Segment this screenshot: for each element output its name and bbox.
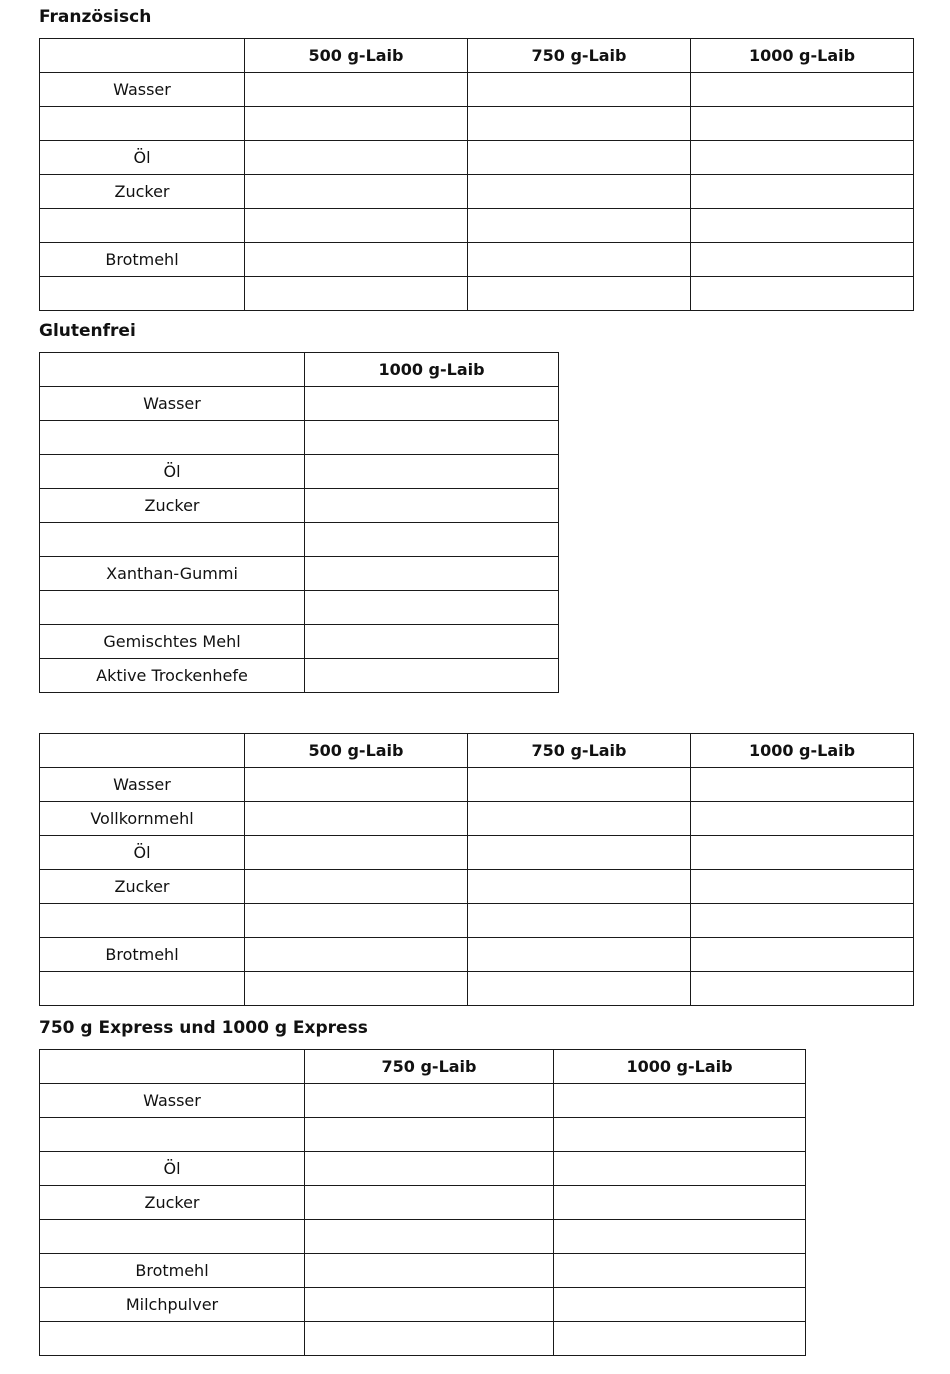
amount-cell xyxy=(305,659,559,693)
table-row xyxy=(40,73,914,107)
amount-cell xyxy=(245,209,468,243)
amount-cell xyxy=(468,836,691,870)
ingredient-label: Wasser xyxy=(40,768,245,802)
amount-cell xyxy=(468,175,691,209)
ingredient-label: Brotmehl xyxy=(40,938,245,972)
recipe-table-vollkorn xyxy=(39,733,914,1006)
ingredient-label: Xanthan-Gummi xyxy=(40,557,305,591)
table-row xyxy=(40,421,559,455)
amount-cell xyxy=(305,1322,554,1356)
amount-cell xyxy=(245,836,468,870)
ingredient-label: Zucker xyxy=(40,175,245,209)
section-title-express: 750 g Express und 1000 g Express xyxy=(39,1018,368,1038)
amount-cell xyxy=(245,141,468,175)
amount-cell xyxy=(468,73,691,107)
table-row xyxy=(40,175,914,209)
ingredient-label xyxy=(40,523,305,557)
section-title-glutenfrei: Glutenfrei xyxy=(39,321,136,341)
amount-cell xyxy=(305,1254,554,1288)
amount-cell xyxy=(468,141,691,175)
ingredient-label: Vollkornmehl xyxy=(40,802,245,836)
ingredient-label xyxy=(40,591,305,625)
amount-cell xyxy=(691,243,914,277)
table-header-row xyxy=(40,734,914,768)
table-row xyxy=(40,870,914,904)
amount-cell xyxy=(468,277,691,311)
amount-cell xyxy=(305,489,559,523)
ingredient-label: Brotmehl xyxy=(40,1254,305,1288)
amount-cell xyxy=(468,209,691,243)
table-row xyxy=(40,1220,806,1254)
table-row xyxy=(40,209,914,243)
amount-cell xyxy=(468,870,691,904)
amount-cell xyxy=(554,1186,806,1220)
amount-cell xyxy=(245,802,468,836)
header-cell-750g: 750 g-Laib xyxy=(305,1050,554,1084)
amount-cell xyxy=(245,175,468,209)
amount-cell xyxy=(554,1322,806,1356)
amount-cell xyxy=(691,836,914,870)
amount-cell xyxy=(691,175,914,209)
table-row xyxy=(40,972,914,1006)
amount-cell xyxy=(691,904,914,938)
table-header-row xyxy=(40,1050,806,1084)
ingredient-label: Wasser xyxy=(40,73,245,107)
amount-cell xyxy=(554,1152,806,1186)
ingredient-label xyxy=(40,421,305,455)
table-row xyxy=(40,1152,806,1186)
ingredient-label: Zucker xyxy=(40,870,245,904)
amount-cell xyxy=(305,625,559,659)
header-cell-1000g: 1000 g-Laib xyxy=(554,1050,806,1084)
header-cell-500g: 500 g-Laib xyxy=(245,39,468,73)
header-cell-1000g: 1000 g-Laib xyxy=(691,39,914,73)
table-row xyxy=(40,768,914,802)
ingredient-label xyxy=(40,277,245,311)
table-row xyxy=(40,455,559,489)
amount-cell xyxy=(245,107,468,141)
amount-cell xyxy=(691,768,914,802)
table-row xyxy=(40,523,559,557)
table-row xyxy=(40,243,914,277)
header-cell-ingredient xyxy=(40,1050,305,1084)
header-cell-750g: 750 g-Laib xyxy=(468,734,691,768)
amount-cell xyxy=(691,972,914,1006)
table-row xyxy=(40,489,559,523)
header-cell-ingredient xyxy=(40,734,245,768)
header-cell-ingredient xyxy=(40,39,245,73)
ingredient-label xyxy=(40,1322,305,1356)
header-cell-1000g: 1000 g-Laib xyxy=(691,734,914,768)
recipe-table-express xyxy=(39,1049,806,1356)
table-row xyxy=(40,1254,806,1288)
amount-cell xyxy=(691,73,914,107)
amount-cell xyxy=(245,73,468,107)
amount-cell xyxy=(305,387,559,421)
amount-cell xyxy=(691,938,914,972)
ingredient-label: Gemischtes Mehl xyxy=(40,625,305,659)
table-row xyxy=(40,107,914,141)
amount-cell xyxy=(554,1288,806,1322)
amount-cell xyxy=(305,557,559,591)
ingredient-label: Öl xyxy=(40,141,245,175)
table-row xyxy=(40,1288,806,1322)
ingredient-label xyxy=(40,904,245,938)
amount-cell xyxy=(468,802,691,836)
ingredient-label: Öl xyxy=(40,1152,305,1186)
ingredient-label: Zucker xyxy=(40,1186,305,1220)
amount-cell xyxy=(305,1186,554,1220)
table-row xyxy=(40,557,559,591)
ingredient-label: Aktive Trockenhefe xyxy=(40,659,305,693)
table-row xyxy=(40,904,914,938)
ingredient-label: Öl xyxy=(40,455,305,489)
table-row xyxy=(40,938,914,972)
amount-cell xyxy=(468,107,691,141)
table-header-row xyxy=(40,39,914,73)
amount-cell xyxy=(305,1118,554,1152)
amount-cell xyxy=(691,209,914,243)
table-row xyxy=(40,1084,806,1118)
table-row xyxy=(40,387,559,421)
header-cell-750g: 750 g-Laib xyxy=(468,39,691,73)
amount-cell xyxy=(305,1084,554,1118)
amount-cell xyxy=(305,455,559,489)
ingredient-label: Milchpulver xyxy=(40,1288,305,1322)
section-title-franzoesisch: Französisch xyxy=(39,7,152,27)
table-row xyxy=(40,141,914,175)
amount-cell xyxy=(305,1288,554,1322)
amount-cell xyxy=(245,904,468,938)
amount-cell xyxy=(554,1254,806,1288)
amount-cell xyxy=(554,1084,806,1118)
table-row xyxy=(40,277,914,311)
amount-cell xyxy=(245,938,468,972)
table-row xyxy=(40,1322,806,1356)
ingredient-label xyxy=(40,1118,305,1152)
table-row xyxy=(40,802,914,836)
amount-cell xyxy=(305,1220,554,1254)
header-cell-500g: 500 g-Laib xyxy=(245,734,468,768)
amount-cell xyxy=(305,523,559,557)
amount-cell xyxy=(245,243,468,277)
amount-cell xyxy=(305,1152,554,1186)
amount-cell xyxy=(245,870,468,904)
ingredient-label: Öl xyxy=(40,836,245,870)
ingredient-label: Wasser xyxy=(40,1084,305,1118)
amount-cell xyxy=(554,1220,806,1254)
amount-cell xyxy=(305,591,559,625)
table-row xyxy=(40,591,559,625)
table-header-row xyxy=(40,353,559,387)
header-cell-ingredient xyxy=(40,353,305,387)
recipe-table-glutenfrei xyxy=(39,352,559,693)
amount-cell xyxy=(691,107,914,141)
amount-cell xyxy=(245,768,468,802)
ingredient-label: Zucker xyxy=(40,489,305,523)
amount-cell xyxy=(468,972,691,1006)
amount-cell xyxy=(468,243,691,277)
amount-cell xyxy=(691,870,914,904)
table-row xyxy=(40,659,559,693)
ingredient-label xyxy=(40,107,245,141)
table-row xyxy=(40,1186,806,1220)
ingredient-label: Wasser xyxy=(40,387,305,421)
amount-cell xyxy=(468,904,691,938)
table-row xyxy=(40,1118,806,1152)
amount-cell xyxy=(691,141,914,175)
table-row xyxy=(40,836,914,870)
recipe-table-franzoesisch xyxy=(39,38,914,311)
ingredient-label xyxy=(40,209,245,243)
amount-cell xyxy=(691,802,914,836)
header-cell-1000g: 1000 g-Laib xyxy=(305,353,559,387)
amount-cell xyxy=(554,1118,806,1152)
amount-cell xyxy=(468,938,691,972)
amount-cell xyxy=(245,277,468,311)
amount-cell xyxy=(245,972,468,1006)
table-row xyxy=(40,625,559,659)
amount-cell xyxy=(691,277,914,311)
amount-cell xyxy=(305,421,559,455)
ingredient-label xyxy=(40,972,245,1006)
ingredient-label xyxy=(40,1220,305,1254)
amount-cell xyxy=(468,768,691,802)
ingredient-label: Brotmehl xyxy=(40,243,245,277)
